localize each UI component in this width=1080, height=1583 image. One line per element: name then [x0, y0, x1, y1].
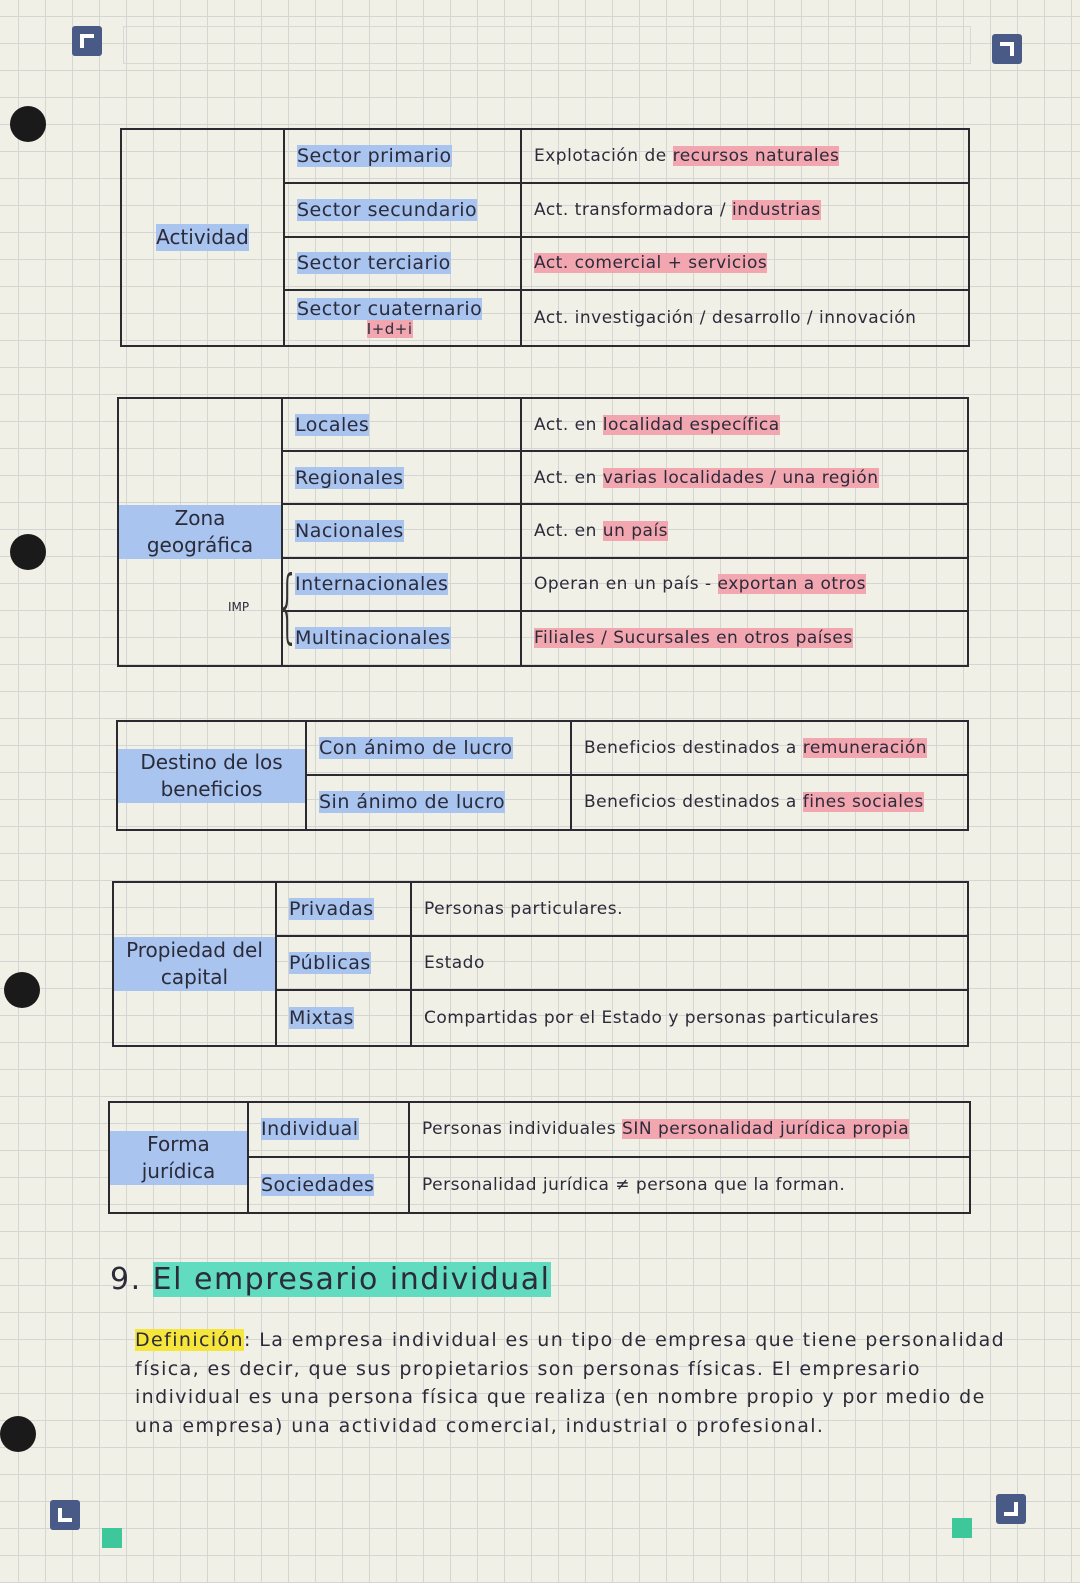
row-label-cell	[307, 776, 572, 830]
corner-mark-icon	[72, 26, 102, 56]
description-segment: industrias	[732, 199, 821, 220]
row-label: Sector secundario	[297, 198, 478, 221]
row-description-cell	[410, 1158, 969, 1213]
category-label	[122, 130, 285, 345]
row-label-cell	[277, 937, 412, 991]
row-label-cell	[249, 1158, 410, 1213]
table-propiedad	[112, 881, 969, 1047]
green-square-icon	[102, 1528, 122, 1548]
binder-hole	[4, 972, 40, 1008]
description-segment: un país	[602, 520, 669, 541]
row-label-cell	[285, 130, 522, 184]
row-label: Sector primario	[297, 144, 452, 167]
row-description-cell	[412, 991, 967, 1045]
row-description-cell	[522, 238, 968, 292]
row-label: Multinacionales	[295, 627, 451, 650]
section-number: 9.	[110, 1262, 142, 1297]
description-segment: Compartidas por el Estado y personas particulares	[424, 1008, 880, 1028]
row-label-cell	[307, 722, 572, 776]
description-segment: Act. comercial + servicios	[534, 253, 768, 274]
row-label: Con ánimo de lucro	[319, 736, 513, 759]
description-segment: Filiales / Sucursales en otros países	[534, 628, 853, 649]
row-label: Internacionales	[295, 573, 449, 596]
description-segment: SIN personalidad jurídica propia	[622, 1119, 910, 1140]
binder-hole	[0, 1416, 36, 1452]
row-description-cell	[522, 452, 967, 505]
description-segment: Act. en	[534, 520, 603, 541]
section-title: El empresario individual	[152, 1262, 551, 1297]
definition-label: Definición	[135, 1329, 244, 1351]
row-label-cell	[283, 452, 522, 505]
description-segment: exportan a otros	[717, 574, 866, 595]
row-label-cell	[285, 238, 522, 292]
description-segment: Act. investigación / desarrollo / innovación	[534, 308, 917, 329]
row-description-cell	[572, 722, 967, 776]
row-label: Individual	[261, 1118, 359, 1141]
row-label-cell	[249, 1103, 410, 1158]
table-zona	[117, 397, 969, 667]
row-description-cell	[410, 1103, 969, 1158]
category-text: Forma jurídica	[110, 1131, 247, 1185]
description-segment: Act. en	[534, 414, 603, 435]
description-segment: Personas individuales	[422, 1119, 623, 1140]
table-forma	[108, 1101, 971, 1214]
description-segment: Estado	[424, 953, 485, 973]
definition-paragraph	[135, 1326, 1015, 1440]
row-label-cell	[277, 991, 412, 1045]
category-label	[114, 883, 277, 1045]
row-label-cell	[283, 399, 522, 452]
description-segment: Personalidad jurídica ≠ persona que la forman.	[422, 1174, 846, 1195]
row-description-cell	[572, 776, 967, 830]
row-label-cell	[283, 559, 522, 612]
row-label: Mixtas	[289, 1007, 354, 1029]
table-destino	[116, 720, 969, 831]
row-label: Locales	[295, 413, 370, 436]
category-text: Actividad	[156, 225, 249, 249]
header-box	[123, 26, 971, 64]
row-label: Sector cuaternario	[297, 298, 483, 321]
row-description-cell	[522, 399, 967, 452]
description-segment: Explotación de	[534, 145, 673, 166]
row-label-cell	[283, 505, 522, 558]
binder-hole	[10, 534, 46, 570]
brace-icon: {	[274, 559, 301, 652]
row-label: Públicas	[289, 952, 371, 974]
category-label	[118, 722, 307, 829]
description-segment: remuneración	[802, 737, 928, 758]
row-label: Nacionales	[295, 519, 404, 542]
section-heading	[110, 1262, 551, 1297]
row-description-cell	[522, 505, 967, 558]
row-label-cell	[283, 612, 522, 665]
description-segment: Beneficios destinados a	[584, 737, 803, 758]
row-description-cell	[522, 612, 967, 665]
definition-text: : La empresa individual es un tipo de empresa que tiene personalidad física, es decir, que sus propietarios son personas físicas. El empresario individual es una persona física que realiza (en nombre propio y por medio de una empresa) una actividad comercial, industrial o profesional.	[135, 1329, 1006, 1437]
imp-note: IMP	[228, 600, 250, 614]
table-actividad	[120, 128, 970, 347]
category-text: Destino de los beneficios	[118, 749, 305, 803]
binder-hole	[10, 106, 46, 142]
row-label: Sociedades	[261, 1173, 375, 1196]
row-label: Sin ánimo de lucro	[319, 791, 506, 814]
description-segment: varias localidades / una región	[602, 467, 879, 488]
row-description-cell	[412, 937, 967, 991]
row-description-cell	[522, 184, 968, 238]
row-description-cell	[522, 559, 967, 612]
corner-mark-icon	[50, 1500, 80, 1530]
description-segment: Operan en un país -	[534, 574, 718, 595]
row-description-cell	[522, 291, 968, 345]
description-segment: Act. en	[534, 467, 603, 488]
category-label	[119, 399, 283, 665]
row-description-cell	[412, 883, 967, 937]
description-segment: Beneficios destinados a	[584, 792, 803, 813]
description-segment: Personas particulares.	[424, 899, 623, 919]
row-description-cell	[522, 130, 968, 184]
green-square-icon	[952, 1518, 972, 1538]
row-label: Sector terciario	[297, 252, 451, 275]
category-text: Propiedad del capital	[114, 937, 275, 991]
row-sublabel: I+d+i	[366, 320, 413, 339]
corner-mark-icon	[992, 34, 1022, 64]
row-label: Privadas	[289, 898, 374, 920]
row-label-cell	[277, 883, 412, 937]
description-segment: fines sociales	[802, 792, 924, 813]
category-text: Zona geográfica	[119, 505, 281, 559]
category-label	[110, 1103, 249, 1212]
row-label-cell	[285, 291, 522, 345]
description-segment: localidad específica	[602, 414, 780, 435]
description-segment: Act. transformadora /	[534, 199, 733, 220]
row-label-cell	[285, 184, 522, 238]
row-label: Regionales	[295, 466, 404, 489]
description-segment: recursos naturales	[672, 145, 840, 166]
corner-mark-icon	[996, 1494, 1026, 1524]
